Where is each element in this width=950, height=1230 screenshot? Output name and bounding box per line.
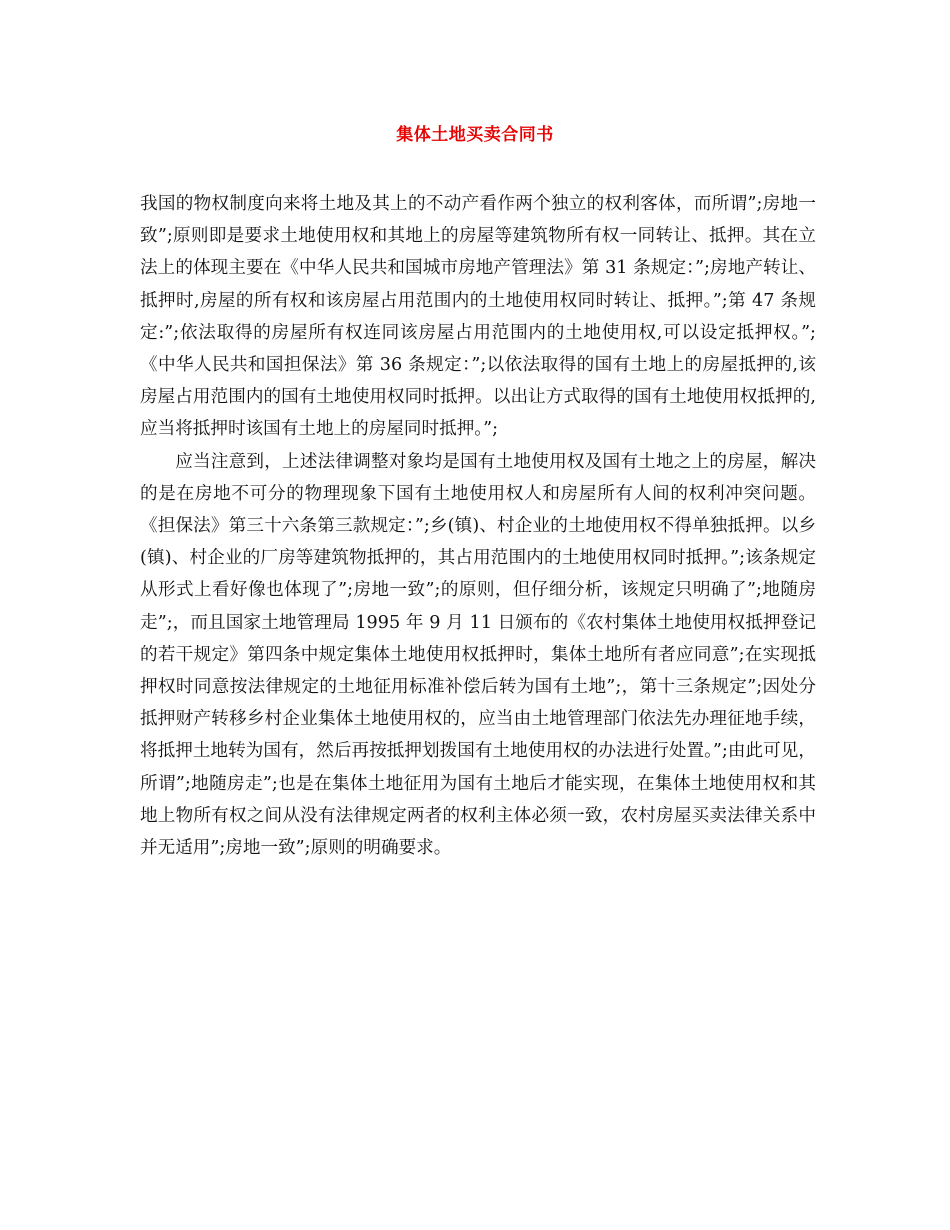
document-title: 集体土地买卖合同书 (396, 125, 554, 145)
paragraph-2: 应当注意到，上述法律调整对象均是国有土地使用权及国有土地之上的房屋，解决的是在房地不可分的物理现象下国有土地使用权人和房屋所有人间的权利冲突问题。《担保法》第三十六条第三款规定：”;乡(镇)、村企业的土地使用权不得单独抵押。以乡(镇)、村企业的厂房等建筑物抵押的，其占用范围内的土地使用权同时抵押。”;该条规定从形式上看好像也体现了”;房地一致”;的原则，但仔细分析，该规定只明确了”;地随房走”;，而且国家土地管理局 1995 年 9 月 11 日颁布的《农村集体土地使用权抵押登记的若干规定》第四条中规定集体土地使用权抵押时，集体土地所有者应同意”;在实现抵押权时同意按法律规定的土地征用标准补偿后转为国有土地”;，第十三条规定”;因处分抵押财产转移乡村企业集体土地使用权的，应当由土地管理部门依法先办理征地手续，将抵押土地转为国有，然后再按抵押划拨国有土地使用权的办法进行处置。”;由此可见，所谓”;地随房走”;也是在集体土地征用为国有土地后才能实现，在集体土地使用权和其地上物所有权之间从没有法律规定两者的权利主体必须一致，农村房屋买卖法律关系中并无适用”;房地一致”;原则的明确要求。 (140, 451, 816, 859)
document-body (140, 188, 816, 864)
paragraph-1: 我国的物权制度向来将土地及其上的不动产看作两个独立的权利客体，而所谓”;房地一致”;原则即是要求土地使用权和其地上的房屋等建筑物所有权一同转让、抵押。其在立法上的体现主要在《中华人民共和国城市房地产管理法》第 31 条规定：”;房地产转让、抵押时,房屋的所有权和该房屋占用范围内的土地使用权同时转让、抵押。”;第 47 条规定:”;依法取得的房屋所有权连同该房屋占用范围内的土地使用权,可以设定抵押权。”;《中华人民共和国担保法》第 36 条规定：”;以依法取得的国有土地上的房屋抵押的,该房屋占用范围内的国有土地使用权同时抵押。以出让方式取得的国有土地使用权抵押的,应当将抵押时该国有土地上的房屋同时抵押。”; (140, 194, 816, 440)
